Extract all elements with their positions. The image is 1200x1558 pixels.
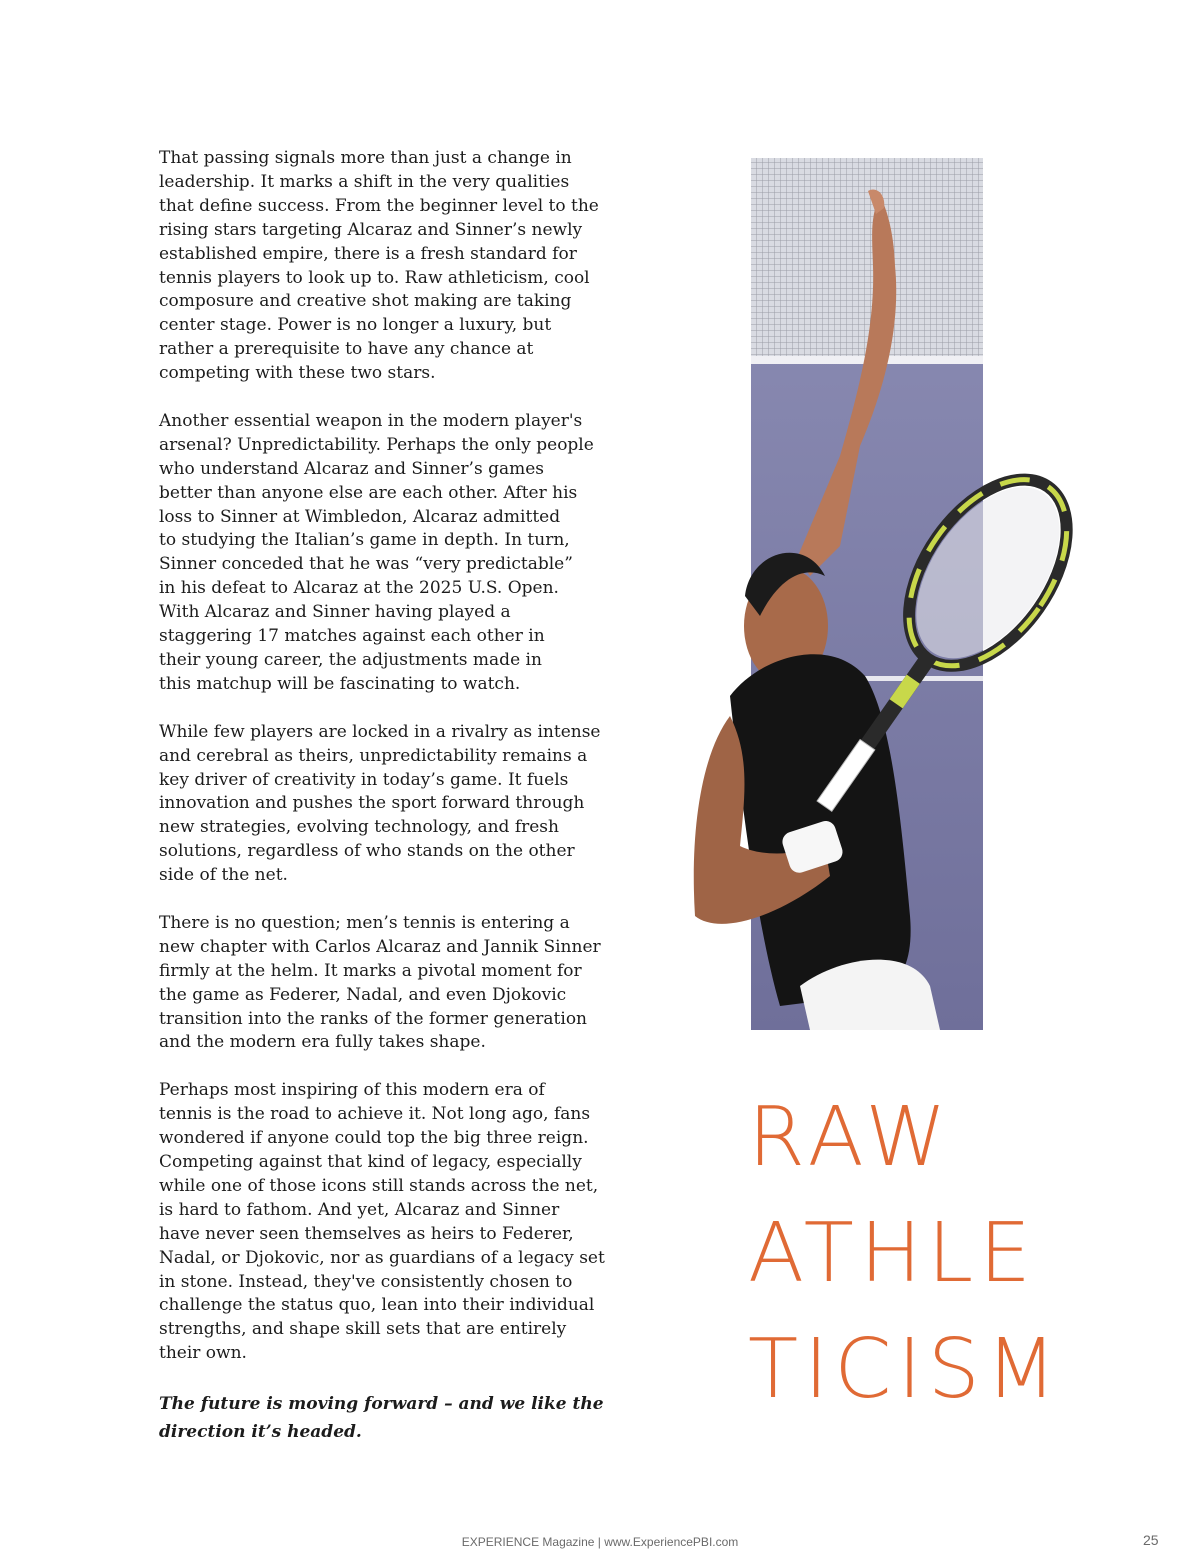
paragraph: Another essential weapon in the modern player's arsenal? Unpredictability. Perhaps the only people who understand Alcaraz and Sinner’s games better than anyone else are each other. After his loss to Sinner at Wimbledon, Alcaraz admitted to studying the Italian’s game in depth. In turn, Sinner conceded that he was “very predictable” in his defeat to Alcaraz at the 2025 U.S. Open. With Alcaraz and Sinner having played a staggering 17 matches against each other in their young career, the adjustments made in this matchup will be fascinating to watch. bbox=[159, 410, 594, 694]
paragraph: There is no question; men’s tennis is entering a new chapter with Carlos Alcaraz and Jannik Sinner firmly at the helm. It marks a pivotal moment for the game as Federer, Nadal, and even Djokovic transition into the ranks of the former generation and the modern era fully takes shape. bbox=[159, 912, 601, 1053]
headline-line: RAW bbox=[748, 1090, 953, 1185]
closing-line: The future is moving forward – and we like the direction it’s headed. bbox=[159, 1394, 604, 1443]
paragraph: That passing signals more than just a change in leadership. It marks a shift in the very qualities that define success. From the beginner level to the rising stars targeting Alcaraz and Sinner’s newly established empire, there is a fresh standard for tennis players to look up to. Raw athleticism, cool composure and creative shot making are taking center stage. Power is no longer a luxury, but rather a prerequisite to have any chance at competing with these two stars. bbox=[159, 148, 599, 384]
paragraph: While few players are locked in a rivalry as intense and cerebral as theirs, unpredictability remains a key driver of creativity in today’s game. It fuels innovation and pushes the sport forward through new strategies, evolving technology, and fresh solutions, regardless of who stands on the other side of the net. bbox=[159, 721, 601, 886]
headline-line: ATHLE bbox=[748, 1206, 1037, 1301]
tennis-player-photo bbox=[690, 156, 1090, 1030]
paragraph: Perhaps most inspiring of this modern era of tennis is the road to achieve it. Not long ago, fans wondered if anyone could top the big three reign. Competing against that kind of legacy, especially while one of those icons still stands across the net, is hard to fathom. And yet, Alcaraz and Sinner have never seen themselves as heirs to Federer, Nadal, or Djokovic, nor as guardians of a legacy set in stone. Instead, they've consistently chosen to challenge the status quo, lean into their individual strengths, and shape skill sets that are entirely their own. bbox=[159, 1080, 605, 1364]
headline-line: TICISM bbox=[748, 1322, 1063, 1417]
page-number: 25 bbox=[1143, 1532, 1159, 1548]
article-body bbox=[159, 147, 609, 1470]
net bbox=[751, 158, 983, 356]
footer-publication: EXPERIENCE Magazine | www.ExperiencePBI.com bbox=[461, 1535, 739, 1549]
pull-quote-headline bbox=[748, 1080, 1108, 1428]
